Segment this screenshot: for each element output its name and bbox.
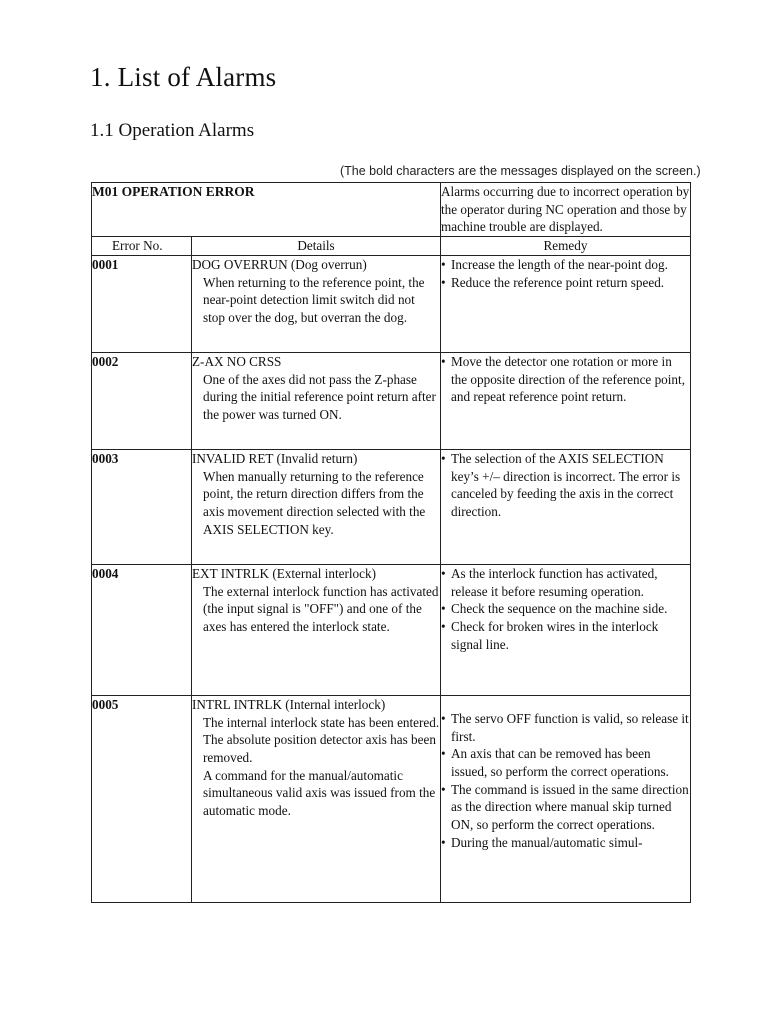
remedy-item: • Increase the length of the near-point dog. — [441, 256, 690, 274]
alarm-message: INVALID RET (Invalid return) — [192, 450, 358, 466]
remedy-item: • Check the sequence on the machine side. — [441, 600, 690, 618]
remedy-item: • As the interlock function has activated, release it before resuming operation. — [441, 565, 690, 600]
remedy-cell — [441, 449, 691, 564]
error-code: 0003 — [92, 449, 192, 564]
error-code: 0002 — [92, 352, 192, 449]
section-heading: 1.1 Operation Alarms — [90, 120, 255, 141]
remedy-item: • The command is issued in the same direction as the direction where manual skip turned ON, so perform the correct operations. — [441, 781, 690, 834]
details-cell — [192, 255, 441, 352]
remedy-item: • The servo OFF function is valid, so release it first. — [441, 710, 690, 745]
details-text: The absolute position detector axis has been removed. — [203, 732, 436, 765]
details-text: When manually returning to the reference point, the return direction differs from the axis movement direction selected with the AXIS SELECTION key. — [203, 468, 426, 537]
table-header-row — [92, 183, 691, 237]
alarm-class-description: Alarms occurring due to incorrect operation by the operator during NC operation and those by machine trouble are displayed. — [441, 183, 691, 237]
remedy-item: • An axis that can be removed has been issued, so perform the correct operations. — [441, 745, 690, 780]
details-cell — [192, 695, 441, 902]
column-header-row — [92, 237, 691, 256]
alarm-message: Z-AX NO CRSS — [192, 353, 282, 369]
remedy-cell — [441, 564, 691, 695]
remedy-cell — [441, 695, 691, 902]
table-row — [92, 352, 691, 449]
details-text: When returning to the reference point, the near-point detection limit switch did not stop over the dog, but overran the dog. — [203, 274, 425, 325]
remedy-item: • Move the detector one rotation or more in the opposite direction of the reference point, and repeat reference point return. — [441, 353, 690, 406]
remedy-item: • Check for broken wires in the interlock signal line. — [441, 618, 690, 653]
details-text: One of the axes did not pass the Z-phase during the initial reference point return after the power was turned ON. — [203, 371, 436, 422]
remedy-cell — [441, 352, 691, 449]
details-cell — [192, 352, 441, 449]
error-code: 0004 — [92, 564, 192, 695]
table-row — [92, 695, 691, 902]
column-header-remedy: Remedy — [441, 237, 691, 256]
table-row — [92, 255, 691, 352]
alarm-message: DOG OVERRUN (Dog overrun) — [192, 256, 367, 272]
column-header-error-no: Error No. — [92, 237, 192, 256]
details-cell — [192, 449, 441, 564]
bold-characters-note: (The bold characters are the messages displayed on the screen.) — [340, 164, 701, 178]
details-cell — [192, 564, 441, 695]
alarm-table — [91, 182, 691, 903]
error-code: 0005 — [92, 695, 192, 902]
column-header-details: Details — [192, 237, 441, 256]
alarm-message: EXT INTRLK (External interlock) — [192, 565, 376, 581]
remedy-cell — [441, 255, 691, 352]
table-row — [92, 564, 691, 695]
table-row — [92, 449, 691, 564]
remedy-item: • During the manual/automatic simul- — [441, 834, 690, 852]
error-code: 0001 — [92, 255, 192, 352]
details-text: A command for the manual/automatic simultaneous valid axis was issued from the automatic mode. — [203, 767, 436, 819]
remedy-item: • The selection of the AXIS SELECTION key’s +/– direction is incorrect. The error is canceled by feeding the axis in the correct direction. — [441, 450, 690, 521]
details-text: The internal interlock state has been entered. — [203, 714, 440, 730]
alarm-class-title: M01 OPERATION ERROR — [92, 183, 441, 237]
page-heading: 1. List of Alarms — [90, 62, 277, 92]
details-text: The external interlock function has activated (the input signal is "OFF") and one of the axes has entered the interlock state. — [203, 583, 439, 634]
alarm-message: INTRL INTRLK (Internal interlock) — [192, 696, 386, 712]
remedy-item: • Reduce the reference point return speed. — [441, 274, 690, 292]
